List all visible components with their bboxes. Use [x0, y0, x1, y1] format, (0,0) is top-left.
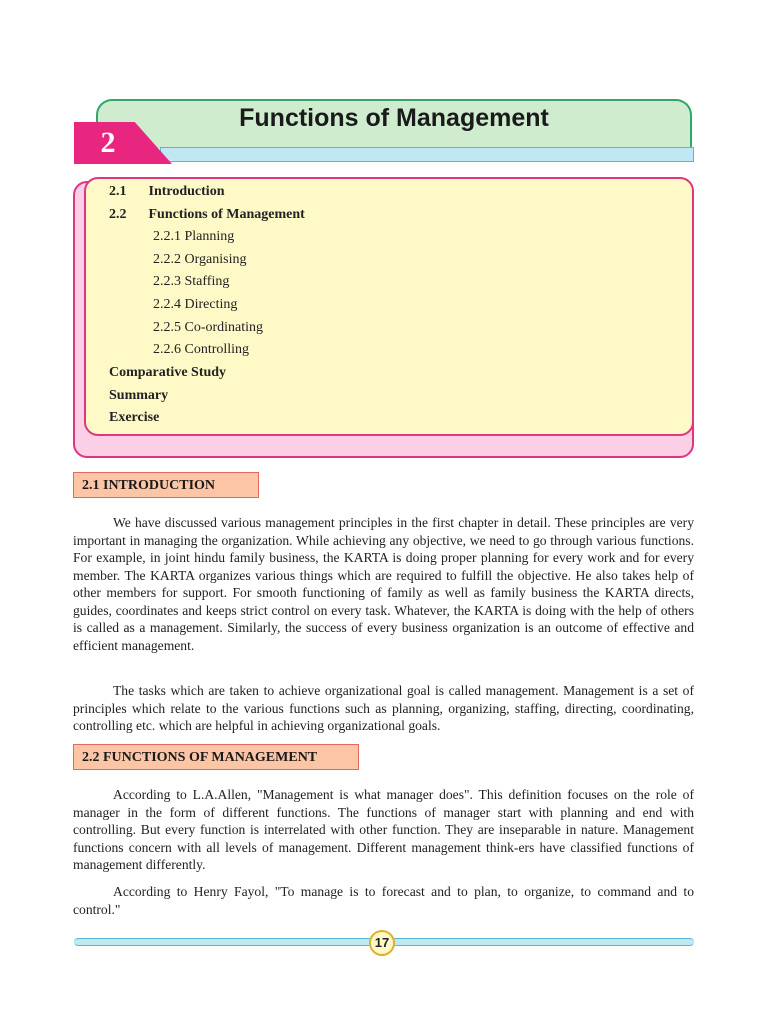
toc-label: Controlling — [184, 342, 250, 357]
toc-item — [153, 252, 246, 268]
toc-label: Staffing — [184, 274, 230, 289]
chapter-title: Functions of Management — [239, 104, 549, 132]
section-heading-functions: 2.2 FUNCTIONS OF MANAGEMENT — [73, 744, 359, 770]
toc-number: 2.2.6 — [153, 342, 181, 357]
chapter-header-band — [160, 147, 694, 162]
page-number: 17 — [369, 930, 395, 956]
toc-label: Exercise — [109, 410, 160, 425]
toc-item — [109, 388, 168, 404]
toc-item — [153, 342, 249, 358]
toc-item — [109, 410, 159, 426]
toc-label: Co-ordinating — [184, 320, 264, 335]
toc-label: Introduction — [148, 184, 225, 199]
intro-paragraph-2: The tasks which are taken to achieve organizational goal is called management. Management is a set of principles which relate to the various functions such as planning, organizing, staffing, directing, coordinating, controlling etc. which are helpful in achieving organizational goals. — [73, 683, 694, 733]
toc-number: 2.2.2 — [153, 252, 181, 267]
toc-number: 2.2.4 — [153, 297, 181, 312]
functions-paragraph-1: According to L.A.Allen, "Management is what manager does". This definition focuses on the role of manager in the form of different functions. The functions of manager start with planning and end with controlling. But every function is interrelated with other function. They are inseparable in nature. Management functions concern with all levels of management. Different management think-ers have classified functions of management differently. — [73, 787, 694, 872]
section-heading-introduction: 2.1 INTRODUCTION — [73, 472, 259, 498]
functions-paragraph-2: According to Henry Fayol, "To manage is to forecast and to plan, to organize, to command and to control." — [73, 884, 694, 917]
toc-number: 2.2.3 — [153, 274, 181, 289]
toc-item — [153, 229, 234, 245]
chapter-number: 2 — [100, 126, 116, 159]
toc-item — [109, 207, 305, 223]
toc-item — [153, 320, 263, 336]
toc-number: 2.2.1 — [153, 229, 181, 244]
toc-label: Planning — [184, 229, 235, 244]
toc-item — [109, 184, 224, 200]
toc-label: Comparative Study — [109, 365, 227, 380]
toc-label: Functions of Management — [148, 207, 305, 222]
intro-paragraph-1: We have discussed various management principles in the first chapter in detail. These principles are very important in managing the organization. While achieving any objective, we need to go through various functions. For example, in joint hindu family business, the KARTA is doing proper planning for every work and for every member. The KARTA organizes various things which are required to fulfill the objective. He also takes help of other members for support. For smooth functioning of family as well as family business the KARTA directs, guides, coordinates and keeps strict control on every task. Whatever, the KARTA is doing with the help of others is called as a management. Similarly, the success of every business organization is an outcome of effective and efficient management. — [73, 515, 694, 653]
toc-label: Directing — [184, 297, 238, 312]
toc-number: 2.2 — [109, 207, 127, 222]
toc-number: 2.2.5 — [153, 320, 181, 335]
toc-item — [153, 297, 237, 313]
toc-item — [153, 274, 229, 290]
toc-item — [109, 365, 226, 381]
toc-label: Summary — [109, 388, 169, 403]
toc-label: Organising — [184, 252, 247, 267]
toc-number: 2.1 — [109, 184, 127, 199]
